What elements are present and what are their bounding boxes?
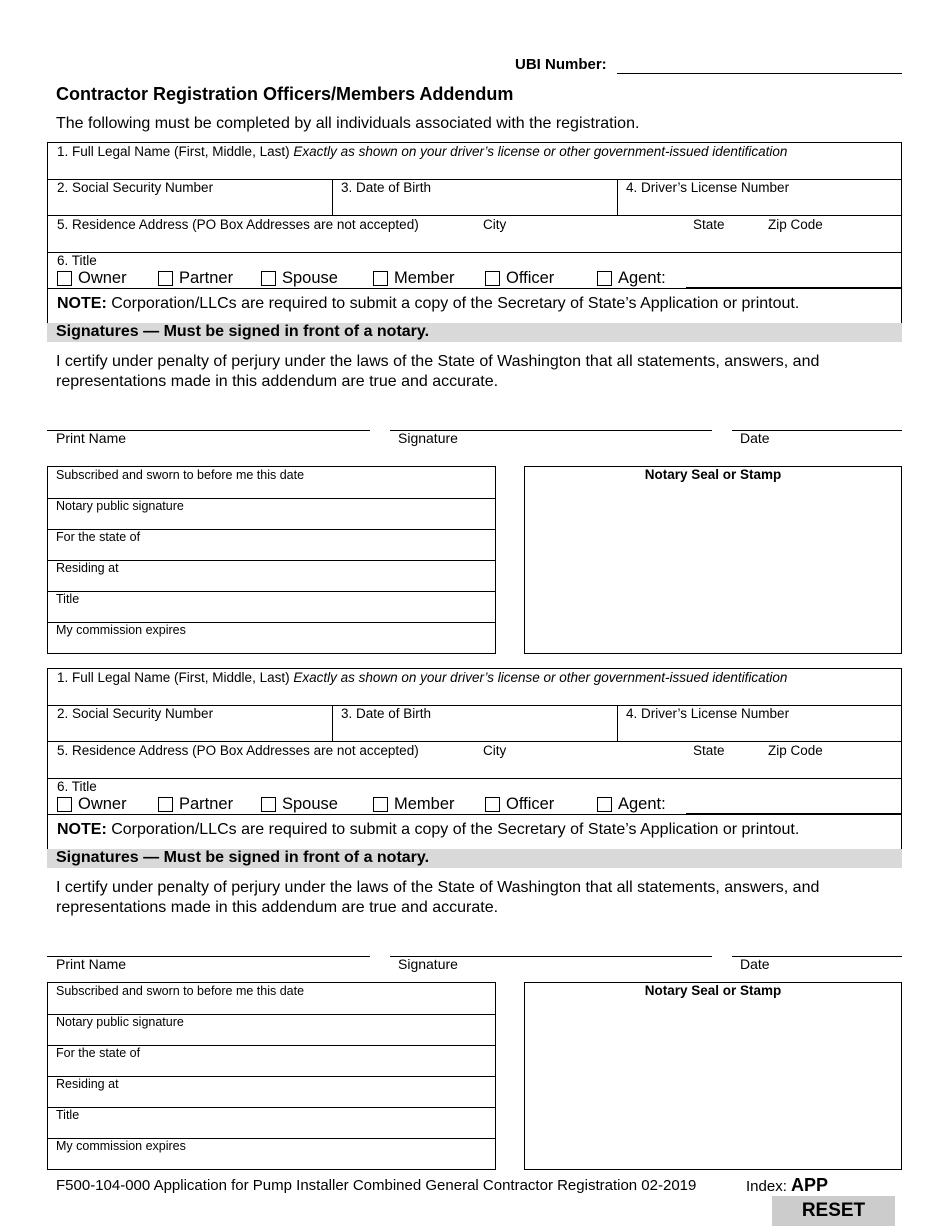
checkbox-icon (261, 271, 276, 286)
drivers-license-field[interactable]: 4. Driver’s License Number (626, 180, 790, 195)
title-officer-checkbox[interactable]: Officer (485, 795, 554, 814)
full-name-hint: Exactly as shown on your driver’s license or other government-issued identification (293, 144, 788, 159)
title-partner-checkbox[interactable]: Partner (158, 269, 233, 288)
ssn-field[interactable]: 2. Social Security Number (57, 180, 214, 195)
signatures-heading: Signatures — Must be signed in front of a notary. (47, 323, 902, 342)
drivers-license-field[interactable]: 4. Driver’s License Number (626, 706, 790, 721)
notary-date-field[interactable]: Subscribed and sworn to before me this date (56, 468, 305, 482)
checkbox-icon (373, 797, 388, 812)
notary-residing-field[interactable]: Residing at (56, 561, 119, 575)
notary-title-field[interactable]: Title (56, 592, 80, 606)
city-field[interactable]: City (483, 743, 507, 758)
ssn-field[interactable]: 2. Social Security Number (57, 706, 214, 721)
full-name-field[interactable] (57, 144, 787, 159)
title-owner-checkbox[interactable]: Owner (57, 795, 127, 814)
address-field[interactable]: 5. Residence Address (PO Box Addresses are not accepted) (57, 743, 419, 758)
notary-title-field[interactable]: Title (56, 1108, 80, 1122)
agent-name-field[interactable] (686, 813, 902, 814)
notary-signature-field[interactable]: Notary public signature (56, 499, 184, 513)
print-name-label: Print Name (56, 956, 127, 972)
checkbox-icon (373, 271, 388, 286)
agent-name-field[interactable] (686, 287, 902, 288)
title-owner-checkbox[interactable]: Owner (57, 269, 127, 288)
note-text: NOTE: Corporation/LLCs are required to submit a copy of the Secretary of State’s Application or printout. (57, 295, 800, 312)
individual-info-table-2 (47, 668, 902, 850)
checkbox-icon (597, 797, 612, 812)
notary-seal-box-1: Notary Seal or Stamp (524, 466, 902, 654)
title-label: 6. Title (57, 779, 97, 794)
notary-date-field[interactable]: Subscribed and sworn to before me this date (56, 984, 305, 998)
zip-field[interactable]: Zip Code (768, 743, 823, 758)
title-label: 6. Title (57, 253, 97, 268)
signature-label: Signature (398, 956, 458, 972)
notary-commission-field[interactable]: My commission expires (56, 623, 186, 637)
checkbox-icon (485, 797, 500, 812)
state-field[interactable]: State (693, 743, 725, 758)
checkbox-icon (158, 797, 173, 812)
checkbox-icon (261, 797, 276, 812)
full-name-hint: Exactly as shown on your driver’s license or other government-issued identification (293, 670, 788, 685)
date-label: Date (740, 430, 770, 446)
certification-text: I certify under penalty of perjury under the laws of the State of Washington that all statements, answers, and representations made in this addendum are true and accurate. (56, 879, 820, 916)
title-partner-checkbox[interactable]: Partner (158, 795, 233, 814)
city-field[interactable]: City (483, 217, 507, 232)
title-agent-checkbox[interactable]: Agent: (597, 795, 666, 814)
full-name-field[interactable] (57, 670, 787, 685)
title-officer-checkbox[interactable]: Officer (485, 269, 554, 288)
title-agent-checkbox[interactable]: Agent: (597, 269, 666, 288)
certification-text: I certify under penalty of perjury under the laws of the State of Washington that all statements, answers, and representations made in this addendum are true and accurate. (56, 353, 820, 390)
title-spouse-checkbox[interactable]: Spouse (261, 269, 338, 288)
form-title: Contractor Registration Officers/Members Addendum (56, 84, 514, 104)
notary-commission-field[interactable]: My commission expires (56, 1139, 186, 1153)
signature-label: Signature (398, 430, 458, 446)
note-text: NOTE: Corporation/LLCs are required to submit a copy of the Secretary of State’s Application or printout. (57, 821, 800, 838)
dob-field[interactable]: 3. Date of Birth (341, 706, 432, 721)
full-name-label: 1. Full Legal Name (First, Middle, Last) (57, 670, 290, 685)
title-member-checkbox[interactable]: Member (373, 269, 455, 288)
title-member-checkbox[interactable]: Member (373, 795, 455, 814)
form-index: Index: APP (746, 1175, 829, 1195)
notary-signature-field[interactable]: Notary public signature (56, 1015, 184, 1029)
full-name-label: 1. Full Legal Name (First, Middle, Last) (57, 144, 290, 159)
ubi-number-field[interactable] (617, 73, 902, 74)
reset-button[interactable]: RESET (772, 1196, 895, 1226)
checkbox-icon (57, 797, 72, 812)
checkbox-icon (57, 271, 72, 286)
address-field[interactable]: 5. Residence Address (PO Box Addresses are not accepted) (57, 217, 419, 232)
individual-info-table-1 (47, 142, 902, 324)
ubi-number-label: UBI Number: (515, 56, 607, 73)
checkbox-icon (597, 271, 612, 286)
notary-residing-field[interactable]: Residing at (56, 1077, 119, 1091)
date-label: Date (740, 956, 770, 972)
print-name-label: Print Name (56, 430, 127, 446)
state-field[interactable]: State (693, 217, 725, 232)
notary-block-2 (47, 982, 496, 1170)
notary-state-field[interactable]: For the state of (56, 530, 141, 544)
dob-field[interactable]: 3. Date of Birth (341, 180, 432, 195)
notary-block-1 (47, 466, 496, 654)
checkbox-icon (158, 271, 173, 286)
notary-seal-box-2: Notary Seal or Stamp (524, 982, 902, 1170)
title-spouse-checkbox[interactable]: Spouse (261, 795, 338, 814)
intro-text: The following must be completed by all individuals associated with the registration. (56, 115, 640, 132)
zip-field[interactable]: Zip Code (768, 217, 823, 232)
signatures-heading: Signatures — Must be signed in front of a notary. (47, 849, 902, 868)
notary-state-field[interactable]: For the state of (56, 1046, 141, 1060)
form-identifier: F500-104-000 Application for Pump Installer Combined General Contractor Registration 02-2019 (56, 1177, 697, 1194)
checkbox-icon (485, 271, 500, 286)
